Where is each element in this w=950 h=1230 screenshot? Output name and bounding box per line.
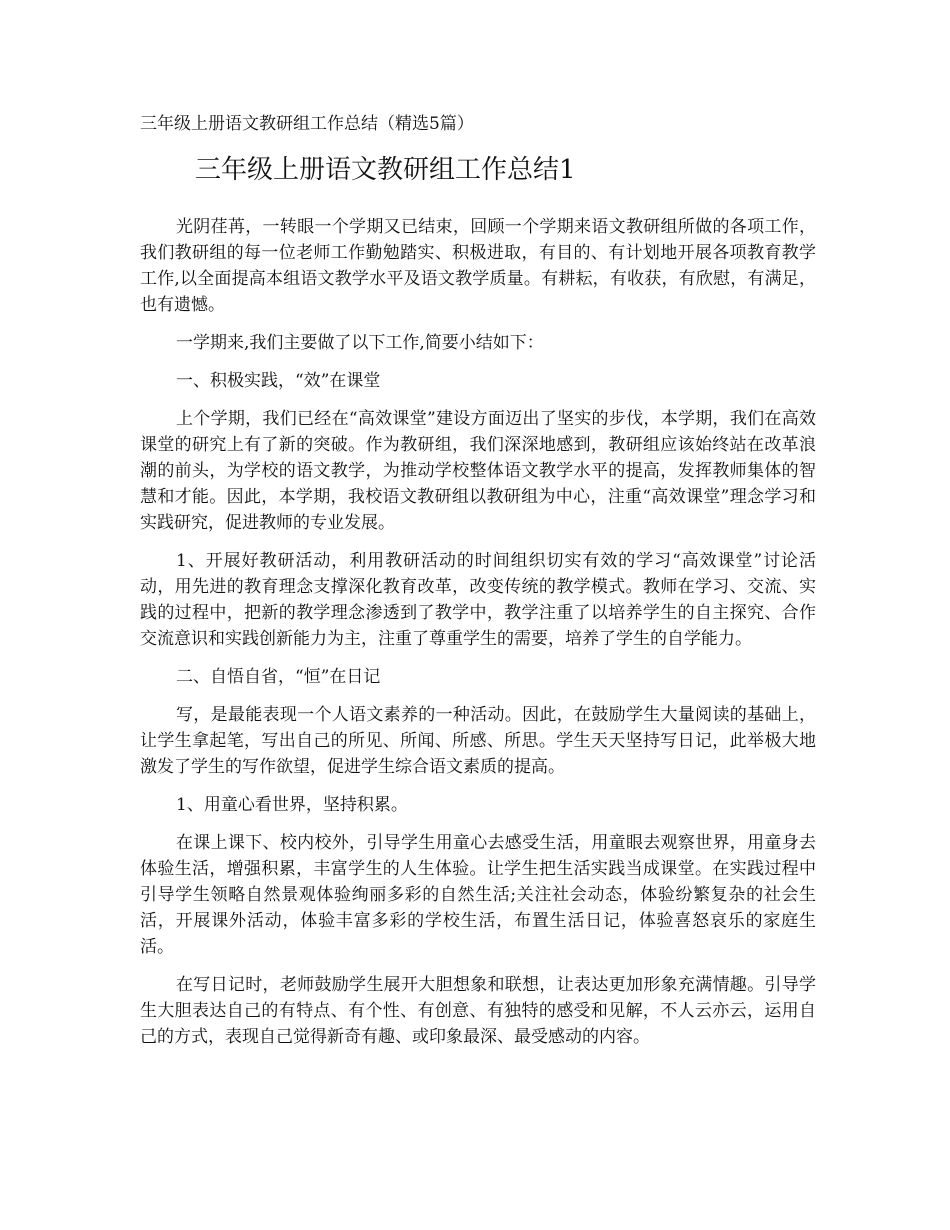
paragraph-diary-imagination: 在写日记时，老师鼓励学生展开大胆想象和联想，让表达更加形象充满情趣。引导学生大胆表达自己的有特点、有个性、有创意、有独特的感受和见解，不人云亦云，运用自己的方式，表现自己觉得新奇有趣、或印象最深、最受感动的内容。	[140, 975, 816, 1047]
paragraph-intro: 光阴荏苒，一转眼一个学期又已结束，回顾一个学期来语文教研组所做的各项工作，我们教研组的每一位老师工作勤勉踏实、积极进取，有目的、有计划地开展各项教育教学工作,以全面提高本组语文教学水平及语文教学质量。有耕耘，有收获，有欣慰，有满足，也有遗憾。	[140, 217, 816, 315]
document-title: 三年级上册语文教研组工作总结1	[195, 155, 576, 185]
document-header: 三年级上册语文教研组工作总结（精选5篇）	[140, 114, 474, 134]
section-heading-1: 一、积极实践，“效”在课堂	[176, 371, 381, 391]
paragraph-writing: 写，是最能表现一个人语文素养的一种活动。因此，在鼓励学生大量阅读的基础上，让学生拿起笔，写出自己的所见、所闻、所感、所思。学生天天坚持写日记，此举极大地激发了学生的写作欲望，促进学生综合语文素质的提高。	[140, 705, 816, 777]
section-heading-2: 二、自悟自省，“恒”在日记	[176, 667, 381, 687]
subsection-heading-1: 1、用童心看世界，坚持积累。	[176, 795, 408, 815]
paragraph-summary-lead: 一学期来,我们主要做了以下工作,简要小结如下：	[176, 333, 544, 353]
paragraph-teaching-research: 1、开展好教研活动，利用教研活动的时间组织切实有效的学习“高效课堂”讨论活动，用先进的教育理念支撑深化教育改革，改变传统的教学模式。教师在学习、交流、实践的过程中，把新的教学理念渗透到了教学中，教学注重了以培养学生的自主探究、合作交流意识和实践创新能力为主，注重了尊重学生的需要，培养了学生的自学能力。	[140, 551, 816, 649]
document-body	[140, 214, 816, 1062]
paragraph-efficient-classroom: 上个学期，我们已经在“高效课堂”建设方面迈出了坚实的步伐，本学期，我们在高效课堂的研究上有了新的突破。作为教研组，我们深深地感到，教研组应该始终站在改革浪潮的前头，为学校的语文教学，为推动学校整体语文教学水平的提高，发挥教师集体的智慧和才能。因此，本学期，我校语文教研组以教研组为中心，注重“高效课堂”理念学习和实践研究，促进教师的专业发展。	[140, 409, 816, 533]
paragraph-experience-life: 在课上课下、校内校外，引导学生用童心去感受生活，用童眼去观察世界，用童身去体验生活，增强积累，丰富学生的人生体验。让学生把生活实践当成课堂。在实践过程中引导学生领略自然景观体验绚丽多彩的自然生活;关注社会动态，体验纷繁复杂的社会生活，开展课外活动，体验丰富多彩的学校生活，布置生活日记，体验喜怒哀乐的家庭生活。	[140, 833, 816, 957]
